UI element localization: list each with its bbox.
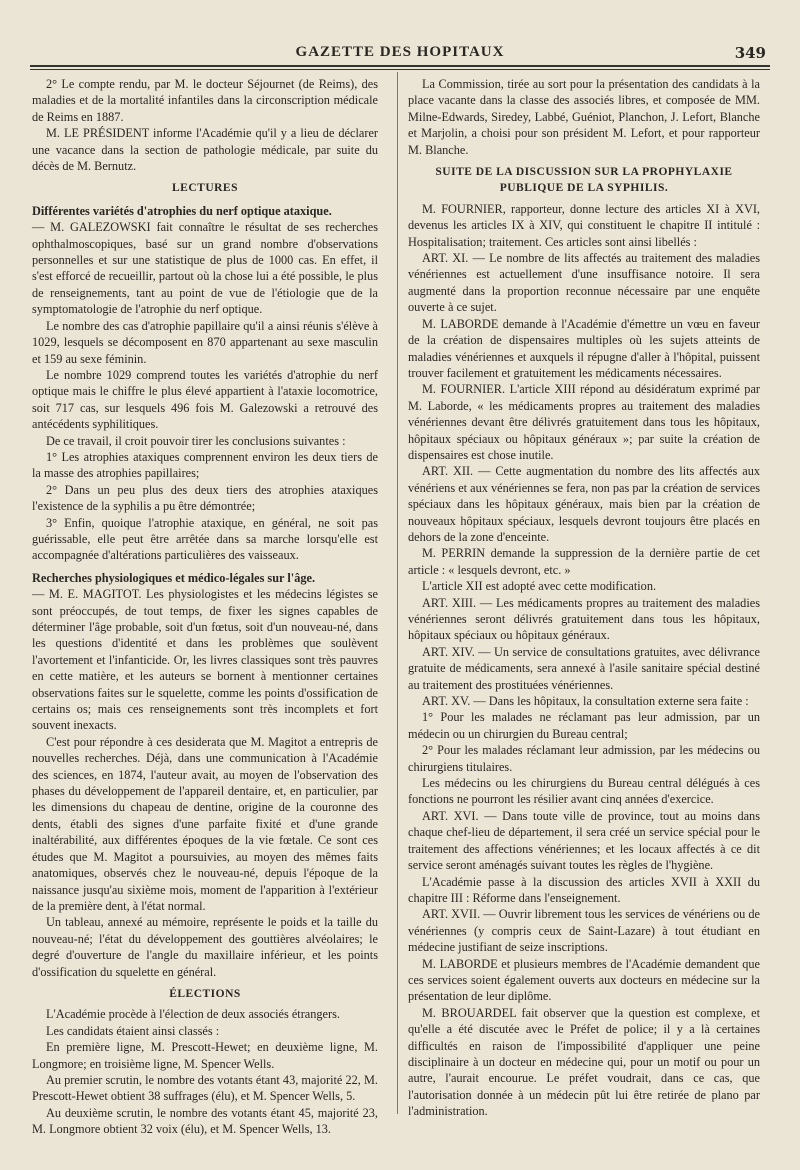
- header-rule-thin: [30, 69, 770, 70]
- paragraph: ART. XVI. — Dans toute ville de province, tout au moins dans chaque chef-lieu de département, il sera créé un service spécial pour le traitement des affections vénériennes; et les locaux affectés à ce dit service seront aménagés suivant toutes les règles de l'hygiène.: [408, 808, 760, 873]
- paragraph: L'article XII est adopté avec cette modification.: [422, 579, 657, 594]
- paragraph: L'Académie procède à l'élection de deux associés étrangers.: [46, 1007, 340, 1022]
- paragraph: — M. E. MAGITOT. Les physiologistes et les médecins légistes se sont préoccupés, de tout temps, de fixer les signes capables de déterminer l'âge probable, soit d'un fœtus, soit d'un nouveau-né, dans les questions d'identité et dans les problèmes que soulèvent l'avortement et l'infanticide. Or, les livres classiques sont très pauvres en cette matière, et les auteurs se bornent à mentionner certaines observations faites sur le squelette, comme les points d'ossification de certains os; mais ces renseignements sont très incomplets et fort souvent inexacts.: [32, 587, 378, 733]
- paragraph: M. LABORDE demande à l'Académie d'émettre un vœu en faveur de la création de dispensaires multiples où les sujets atteints de maladies vénériennes et auxquels il répugne d'aller à l'hôpital, puissent trouver facilement et gratuitement les médicaments nécessaires.: [408, 316, 760, 380]
- paragraph: ART. XIII. — Les médicaments propres au traitement des maladies vénériennes seront délivrés gratuitement dans tous les hôpitaux, hôpitaux spéciaux ou hôpitaux généraux.: [408, 595, 760, 643]
- paragraph: 1° Les atrophies ataxiques comprennent environ les deux tiers de la masse des atrophies papillaires;: [32, 449, 378, 481]
- journal-title: GAZETTE DES HOPITAUX: [295, 44, 505, 60]
- page-header: [0, 38, 800, 66]
- paragraph: M. LE PRÉSIDENT informe l'Académie qu'il y a lieu de déclarer une vacance dans la section de pathologie médicale, par suite du décès de M. Bernutz.: [32, 126, 378, 174]
- left-column: [32, 76, 378, 1138]
- paragraph: En première ligne, M. Prescott-Hewet; en deuxième ligne, M. Longmore; en troisième ligne, M. Spencer Wells.: [32, 1040, 378, 1071]
- paragraph: 2° Dans un peu plus des deux tiers des atrophies ataxiques l'existence de la syphilis a pu être démontrée;: [32, 482, 378, 514]
- paragraph: ART. XIV. — Un service de consultations gratuites, avec délivrance gratuite de médicaments, sera annexé à l'asile sanitaire spécial destiné au traitement des prostituées vénériennes.: [408, 644, 760, 692]
- paragraph: 2° Le compte rendu, par M. le docteur Séjournet (de Reims), des maladies et de la mortalité infantiles dans la circonscription médicale de Reims en 1887.: [32, 77, 378, 124]
- paragraph: La Commission, tirée au sort pour la présentation des candidats à la place vacante dans la classe des associés libres, et composée de MM. Milne-Edwards, Siredey, Labbé, Guéniot, Planchon, J. Lefort, Blanche et Marjolin, a choisi pour son président M. Lefort, et pour rapporteur M. Blanche.: [408, 77, 760, 157]
- paragraph: Au premier scrutin, le nombre des votants étant 43, majorité 22, M. Prescott-Hewet obtient 38 suffrages (élu), et M. Spencer Wells, 5.: [32, 1072, 378, 1104]
- paragraph: Les candidats étaient ainsi classés :: [46, 1023, 220, 1038]
- paragraph: Les médecins ou les chirurgiens du Bureau central délégués à ces fonctions ne pourront les résilier avant cinq années d'exercice.: [408, 776, 760, 807]
- header-rule: [30, 65, 770, 67]
- paragraph: 3° Enfin, quoique l'atrophie ataxique, en général, ne soit pas guérissable, elle peut être arrêtée dans sa marche lorsqu'elle est accompagnée d'altérations particulières des vaisseaux.: [32, 515, 378, 563]
- right-column: [408, 76, 760, 1120]
- paragraph: M. LABORDE et plusieurs membres de l'Académie demandent que ces services soient également ouverts aux docteurs en médecine sur la présentation de leur diplôme.: [408, 956, 760, 1004]
- paragraph: M. PERRIN demande la suppression de la dernière partie de cet article : « lesquels devront, etc. »: [408, 546, 760, 577]
- paragraph: ART. XI. — Le nombre de lits affectés au traitement des maladies vénériennes est actuellement d'une insuffisance notoire. Il sera augmenté dans la proportion reconnue nécessaire par une enquête ouverte à ce sujet.: [408, 251, 760, 315]
- paragraph: Un tableau, annexé au mémoire, représente le poids et la taille du nouveau-né; l'état du développement des gouttières alvéolaires; le degré d'ouverture de l'angle du maxillaire inférieur, et les points d'ossification du squelette en général.: [32, 915, 378, 979]
- paragraph: C'est pour répondre à ces desiderata que M. Magitot a entrepris de nouvelles recherches. Déjà, dans une communication à l'Académie des sciences, en 1874, l'auteur avait, au moyen de l'observation des phases du développement de l'appareil dentaire, et, en particulier, par les dimensions du chapeau de dentine, origine de la couronne des dents, établi des signes d'une parfaite fixité et d'une grande inaltérabilité, aux différentes époques de la vie fœtale. Ce sont ces études que M. Magitot a poursuivies, au moyen des mêmes faits anatomiques, observés chez le nouveau-né, depuis l'époque de la naissance jusqu'au sixième mois, moment de l'apparition à l'extérieur de la première dent, à l'état normal.: [32, 734, 378, 913]
- paragraph: ART. XII. — Cette augmentation du nombre des lits affectés aux vénériens et aux vénériennes se fera, non pas par la création de services spéciaux dans les hôpitaux généraux, mais bien par la création de nouveaux hôpitaux spéciaux, lesquels devront toujours être placés en dehors de la zone d'enceinte.: [408, 464, 761, 544]
- paragraph: De ce travail, il croit pouvoir tirer les conclusions suivantes :: [46, 433, 346, 448]
- paragraph: 1° Pour les malades ne réclamant pas leur admission, par un médecin ou un chirurgien du Bureau central;: [408, 710, 760, 741]
- section-title-elections: ÉLECTIONS: [169, 987, 241, 1000]
- paragraph: M. BROUARDEL fait observer que la question est complexe, et qu'elle a été discutée avec le Préfet de police; il y a là certaines difficultés en raison de l'impossibilité d'appliquer une peine disciplinaire à un docteur en médecine qui, pour un motif ou pour un autre, l'aurait encourue. Le préfet voudrait, dans ce cas, que l'autorisation donnée à un médecin pût lui être retirée de plano par l'administration.: [408, 1005, 760, 1119]
- column-divider: [397, 72, 398, 1114]
- paragraph: — M. GALEZOWSKI fait connaître le résultat de ses recherches ophthalmoscopiques, basé sur un grand nombre d'observations personnelles et sur une statistique de plus de 1000 cas. En effet, il s'est efforcé de recueillir, partout où la chose lui a été possible, le plus de renseignements, tant au point de vue de l'étiologie que de la symptomatologie de l'atrophie du nerf optique.: [32, 220, 378, 317]
- paragraph: ART. XV. — Dans les hôpitaux, la consultation externe sera faite :: [422, 694, 749, 709]
- section-title-lectures: LECTURES: [172, 182, 238, 195]
- article-heading: Recherches physiologiques et médico-légales sur l'âge.: [32, 570, 316, 585]
- paragraph: ART. XVII. — Ouvrir librement tous les services de vénériens ou de vénériennes (y compris ceux de Saint-Lazare) à tout étudiant en médecine justifiant de seize inscriptions.: [408, 907, 760, 955]
- section-title-suite: SUITE DE LA DISCUSSION SUR LA PROPHYLAXIE PUBLIQUE DE LA SYPHILIS.: [435, 166, 733, 195]
- paragraph: Au deuxième scrutin, le nombre des votants étant 45, majorité 23, M. Longmore obtient 32 voix (élu), et M. Spencer Wells, 13.: [32, 1105, 378, 1137]
- paragraph: Le nombre des cas d'atrophie papillaire qu'il a ainsi réunis s'élève à 1029, lesquels se décomposent en 870 appartenant au sexe masculin et 159 au sexe féminin.: [32, 318, 378, 366]
- article-heading: Différentes variétés d'atrophies du nerf optique ataxique.: [32, 203, 332, 218]
- paragraph: M. FOURNIER, rapporteur, donne lecture des articles XI à XVI, devenus les articles IX à XIV, qui constituent le chapitre II intitulé : Hospitalisation; traitement. Ces articles sont ainsi libellés :: [408, 201, 760, 249]
- paragraph: 2° Pour les malades réclamant leur admission, par les médecins ou chirurgiens titulaires.: [408, 743, 760, 774]
- paragraph: Le nombre 1029 comprend toutes les variétés d'atrophie du nerf optique mais le chiffre le plus élevé appartient à l'ataxie locomotrice, soit 717 cas, sur lesquels 496 fois M. Galezowski a retrouvé des antécédents syphilitiques.: [32, 367, 378, 432]
- paragraph: M. FOURNIER. L'article XIII répond au désidératum exprimé par M. Laborde, « les médicaments propres au traitement des maladies vénériennes devant être délivrés gratuitement dans tous les hôpitaux, hôpitaux spéciaux ou hôpitaux généraux »; par suite la création de dispensaires est chose inutile.: [408, 382, 760, 462]
- page-number: 349: [734, 44, 766, 62]
- paragraph: L'Académie passe à la discussion des articles XVII à XXII du chapitre III : Réforme dans l'enseignement.: [408, 874, 760, 905]
